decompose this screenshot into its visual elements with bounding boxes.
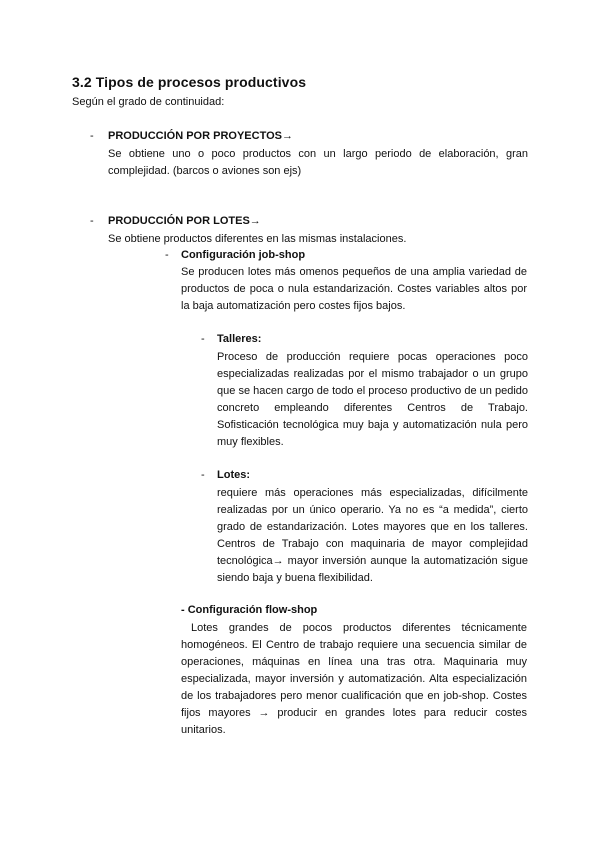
jobshop-heading: Configuración job-shop <box>181 249 306 261</box>
jobshop-text: Se producen lotes más omenos pequeños de una amplia variedad de productos de poca o nula estandarización. Costes variables altos por la baja automatización pero costes fijos bajos. <box>181 266 527 312</box>
proyectos-text: Se obtiene uno o poco productos con un largo periodo de elaboración, gran complejidad. (barcos o aviones son ejs) <box>108 148 528 177</box>
lotes-sub-text: requiere más operaciones más especializadas, difícilmente realizadas por un único operario. Ya no es “a medida”, cierto grado de estandarización. Lotes mayores que en los talleres. Centros de Trabajo con maquinaria de mayor complejidad tecnológica→ mayor inversión aunque la automatización sigue siendo baja y buena flexibilidad. <box>217 487 528 584</box>
flowshop-heading: - Configuración flow-shop <box>181 604 318 616</box>
lotes-sub-heading: Lotes: <box>217 469 250 481</box>
bullet-dash: - <box>165 249 169 261</box>
talleres-heading: Talleres: <box>217 333 262 345</box>
talleres-text: Proceso de producción requiere pocas operaciones poco especializadas realizadas por el mismo trabajador o un grupo que se hacen cargo de todo el proceso productivo de un pedido concreto empleando diferentes Centros de Trabajo. Sofisticación tecnológica muy baja y automatización nula pero muy flexibles. <box>217 351 528 448</box>
lotes-text: Se obtiene productos diferentes en las mismas instalaciones. <box>108 233 407 245</box>
bullet-dash: - <box>201 333 205 345</box>
bullet-dash: - <box>90 215 94 227</box>
lotes-heading: PRODUCCIÓN POR LOTES→ <box>108 215 261 227</box>
proyectos-heading: PRODUCCIÓN POR PROYECTOS→ <box>108 130 293 142</box>
flowshop-text: Lotes grandes de pocos productos diferentes técnicamente homogéneos. El Centro de trabajo requiere una secuencia similar de operaciones, máquinas en línea una tras otra. Maquinaria muy especializada, mayor inversión y automatización. Alta especialización de los trabajadores pero menor cualificación que en job-shop. Costes fijos mayores → producir en grandes lotes para reducir costes unitarios. <box>181 622 527 736</box>
section-title: 3.2 Tipos de procesos productivos <box>72 74 307 90</box>
bullet-dash: - <box>90 130 94 142</box>
bullet-dash: - <box>201 469 205 481</box>
section-subtitle: Según el grado de continuidad: <box>72 96 225 108</box>
